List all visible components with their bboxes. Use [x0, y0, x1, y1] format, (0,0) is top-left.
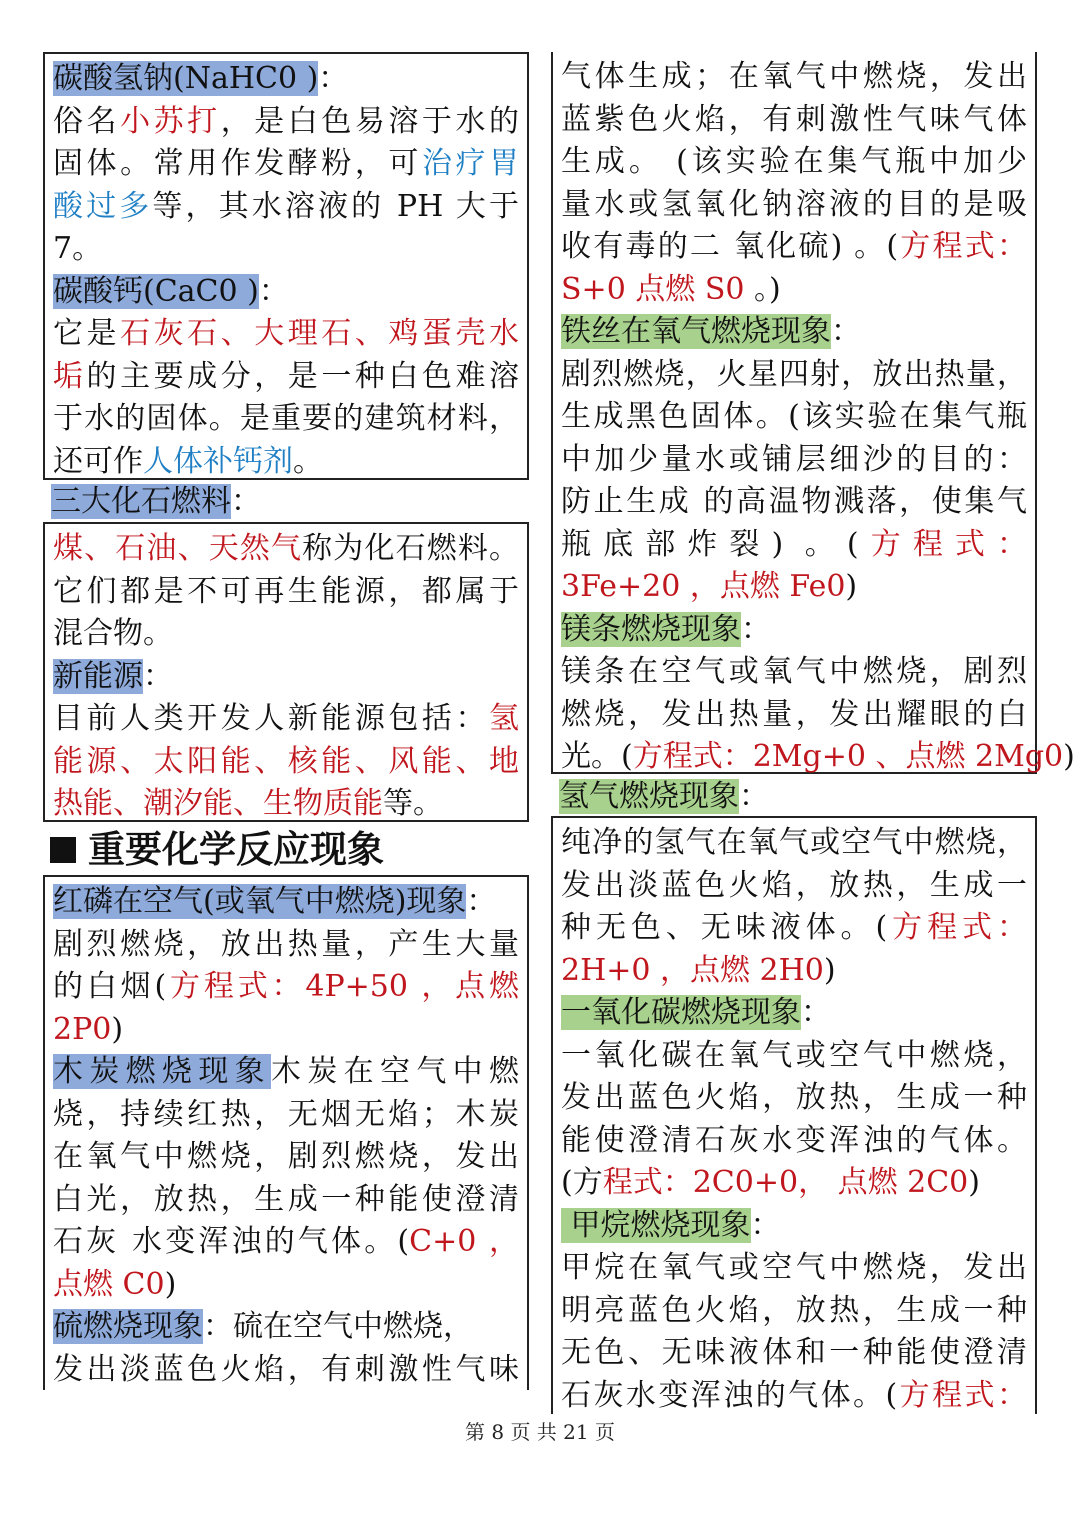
text-line: 镁条在空气或氧气中燃烧，剧烈 — [561, 654, 1027, 689]
phosphorus-heading: 红磷在空气(或氧气中燃烧)现象 — [53, 884, 467, 919]
text-line: (方程式：2C0+0， 点燃 2C0) — [561, 1165, 980, 1200]
text-line: 中加少量水或铺层细沙的目的： — [561, 441, 1027, 477]
co-heading: 一氧化碳燃烧现象 — [561, 995, 801, 1030]
text-line: 收有毒的二 氧化硫) 。(方程式： — [561, 229, 1027, 264]
text-line: 煤、石油、天然气称为化石燃料。 — [53, 531, 520, 566]
text-line: 它是石灰石、大理石、鸡蛋壳水 — [53, 316, 520, 351]
text-line: 热能、潮汐能、生物质能等。 — [53, 786, 443, 821]
colon: ： — [466, 884, 497, 919]
colon: ： — [741, 611, 771, 647]
text-line: 气体生成；在氧气中燃烧，发出 — [561, 59, 1027, 94]
text-line: 硫燃烧现象：硫在空气中燃烧， — [53, 1309, 473, 1344]
text-line: 烧，持续红热，无烟无焰；木炭 — [53, 1096, 519, 1132]
text-line: 蓝紫色火焰，有刺激性气味气体 — [561, 101, 1027, 137]
text-line: 它们都是不可再生能源，都属于 — [53, 573, 519, 609]
hydrogen-heading: 氢气燃烧现象： — [559, 779, 769, 814]
text-line: 还可作人体补钙剂。 — [53, 443, 323, 479]
text-line: 白光，放热，生成一种能使澄清 — [53, 1181, 519, 1217]
sulfur-heading: 硫燃烧现象 — [53, 1309, 203, 1344]
text-line: 的白烟(方程式：4P+50 ，点燃 — [53, 969, 519, 1004]
caco3-heading: 碳酸钙(CaC0 ) — [53, 273, 259, 309]
text-line: 发出淡蓝色火焰，放热，生成一 — [561, 867, 1027, 903]
text-line: 一氧化碳在氧气或空气中燃烧， — [561, 1037, 1027, 1073]
text-line: 发出淡蓝色火焰，有刺激性气味 — [53, 1351, 519, 1387]
colon: ： — [750, 1207, 781, 1243]
text-line: 点燃 C0) — [53, 1266, 177, 1302]
fossil-new-energy-box — [43, 522, 529, 822]
text-line: 燃烧，发出热量，发出耀眼的白 — [561, 696, 1027, 732]
text-line: 3Fe+20 ，点燃 Fe0) — [561, 569, 858, 604]
colon: ： — [258, 273, 289, 309]
text-line: 量水或氢氧化钠溶液的目的是吸 — [561, 186, 1027, 222]
text-line: 固体。常用作发酵粉，可治疗胃 — [53, 146, 520, 181]
text-line: 生成黑色固体。(该实验在集气瓶 — [561, 399, 1027, 434]
fossil-fuel-heading: 三大化石燃料： — [51, 484, 261, 519]
new-energy-heading: 新能源 — [53, 658, 143, 694]
page-number: 第 8 页 共 21 页 — [465, 1420, 615, 1444]
text-line: 甲烷在氧气或空气中燃烧，发出 — [561, 1250, 1027, 1285]
colon: ： — [801, 995, 831, 1030]
text-line: 于水的固体。是重要的建筑材料， — [53, 401, 519, 436]
text-line: 能使澄清石灰水变浑浊的气体。 — [561, 1122, 1027, 1158]
text-line: 防止生成 的高温物溅落，使集气 — [561, 484, 1027, 519]
text-line: 垢的主要成分，是一种白色难溶 — [53, 358, 520, 394]
text-line: 酸过多等，其水溶液的 PH 大于 — [53, 188, 520, 224]
text-line: 明亮蓝色火焰，放热，生成一种 — [561, 1292, 1027, 1328]
text-line: 在氧气中燃烧，剧烈燃烧，发出 — [53, 1139, 519, 1174]
text-line: 光。(方程式：2Mg+0 、点燃 2Mg0) — [561, 739, 1075, 774]
nahco3-heading: 碳酸氢钠(NaHC0 ) — [53, 61, 319, 96]
text-line: 无色、无味液体和一种能使澄清 — [561, 1335, 1027, 1370]
text-line: 种无色、无味液体。(方程式： — [561, 910, 1027, 945]
text-line: 石灰 水变浑浊的气体。(C+0 ， — [53, 1224, 519, 1259]
square-bullet-icon — [50, 837, 76, 863]
text-line: 瓶底部炸裂) 。(方程式： — [561, 526, 1028, 562]
colon: ： — [318, 61, 349, 96]
text-line: 纯净的氢气在氧气或空气中燃烧， — [561, 825, 1027, 860]
text-line: 2H+0 ，点燃 2H0) — [561, 952, 836, 988]
reactions-box-right-bottom — [551, 816, 1037, 1414]
section-title: 重要化学反应现象 — [50, 825, 384, 875]
reactions-box-left — [43, 875, 529, 1390]
text-line: 发出蓝色火焰，放热，生成一种 — [561, 1080, 1027, 1115]
text-line: S+0 点燃 S0 。) — [561, 271, 781, 307]
text-line: 目前人类开发人新能源包括：氢 — [53, 701, 519, 736]
nahco3-caco3-box — [43, 52, 529, 480]
charcoal-heading: 木炭燃烧现象 — [53, 1054, 271, 1089]
colon: ： — [831, 314, 861, 349]
magnesium-heading: 镁条燃烧现象 — [561, 611, 741, 647]
text-line: 石灰水变浑浊的气体。(方程式： — [561, 1377, 1027, 1413]
text-line: 2P0) — [53, 1011, 124, 1047]
text-line: 能源、太阳能、核能、风能、地 — [53, 743, 519, 779]
text-line: 木炭燃烧现象木炭在空气中燃 — [53, 1054, 519, 1089]
methane-heading: 甲烷燃烧现象 — [561, 1207, 751, 1243]
colon: ： — [143, 658, 173, 694]
text-line: 7。 — [53, 231, 103, 266]
text-line: 剧烈燃烧，放出热量，产生大量 — [53, 926, 519, 962]
text-line: 混合物。 — [53, 616, 173, 651]
iron-heading: 铁丝在氧气燃烧现象 — [561, 314, 831, 349]
text-line: 俗名小苏打，是白色易溶于水的 — [53, 103, 520, 139]
reactions-box-right-top — [551, 52, 1075, 774]
text-line: 生成。 (该实验在集气瓶中加少 — [561, 144, 1027, 179]
text-line: 剧烈燃烧，火星四射，放出热量， — [561, 356, 1027, 392]
